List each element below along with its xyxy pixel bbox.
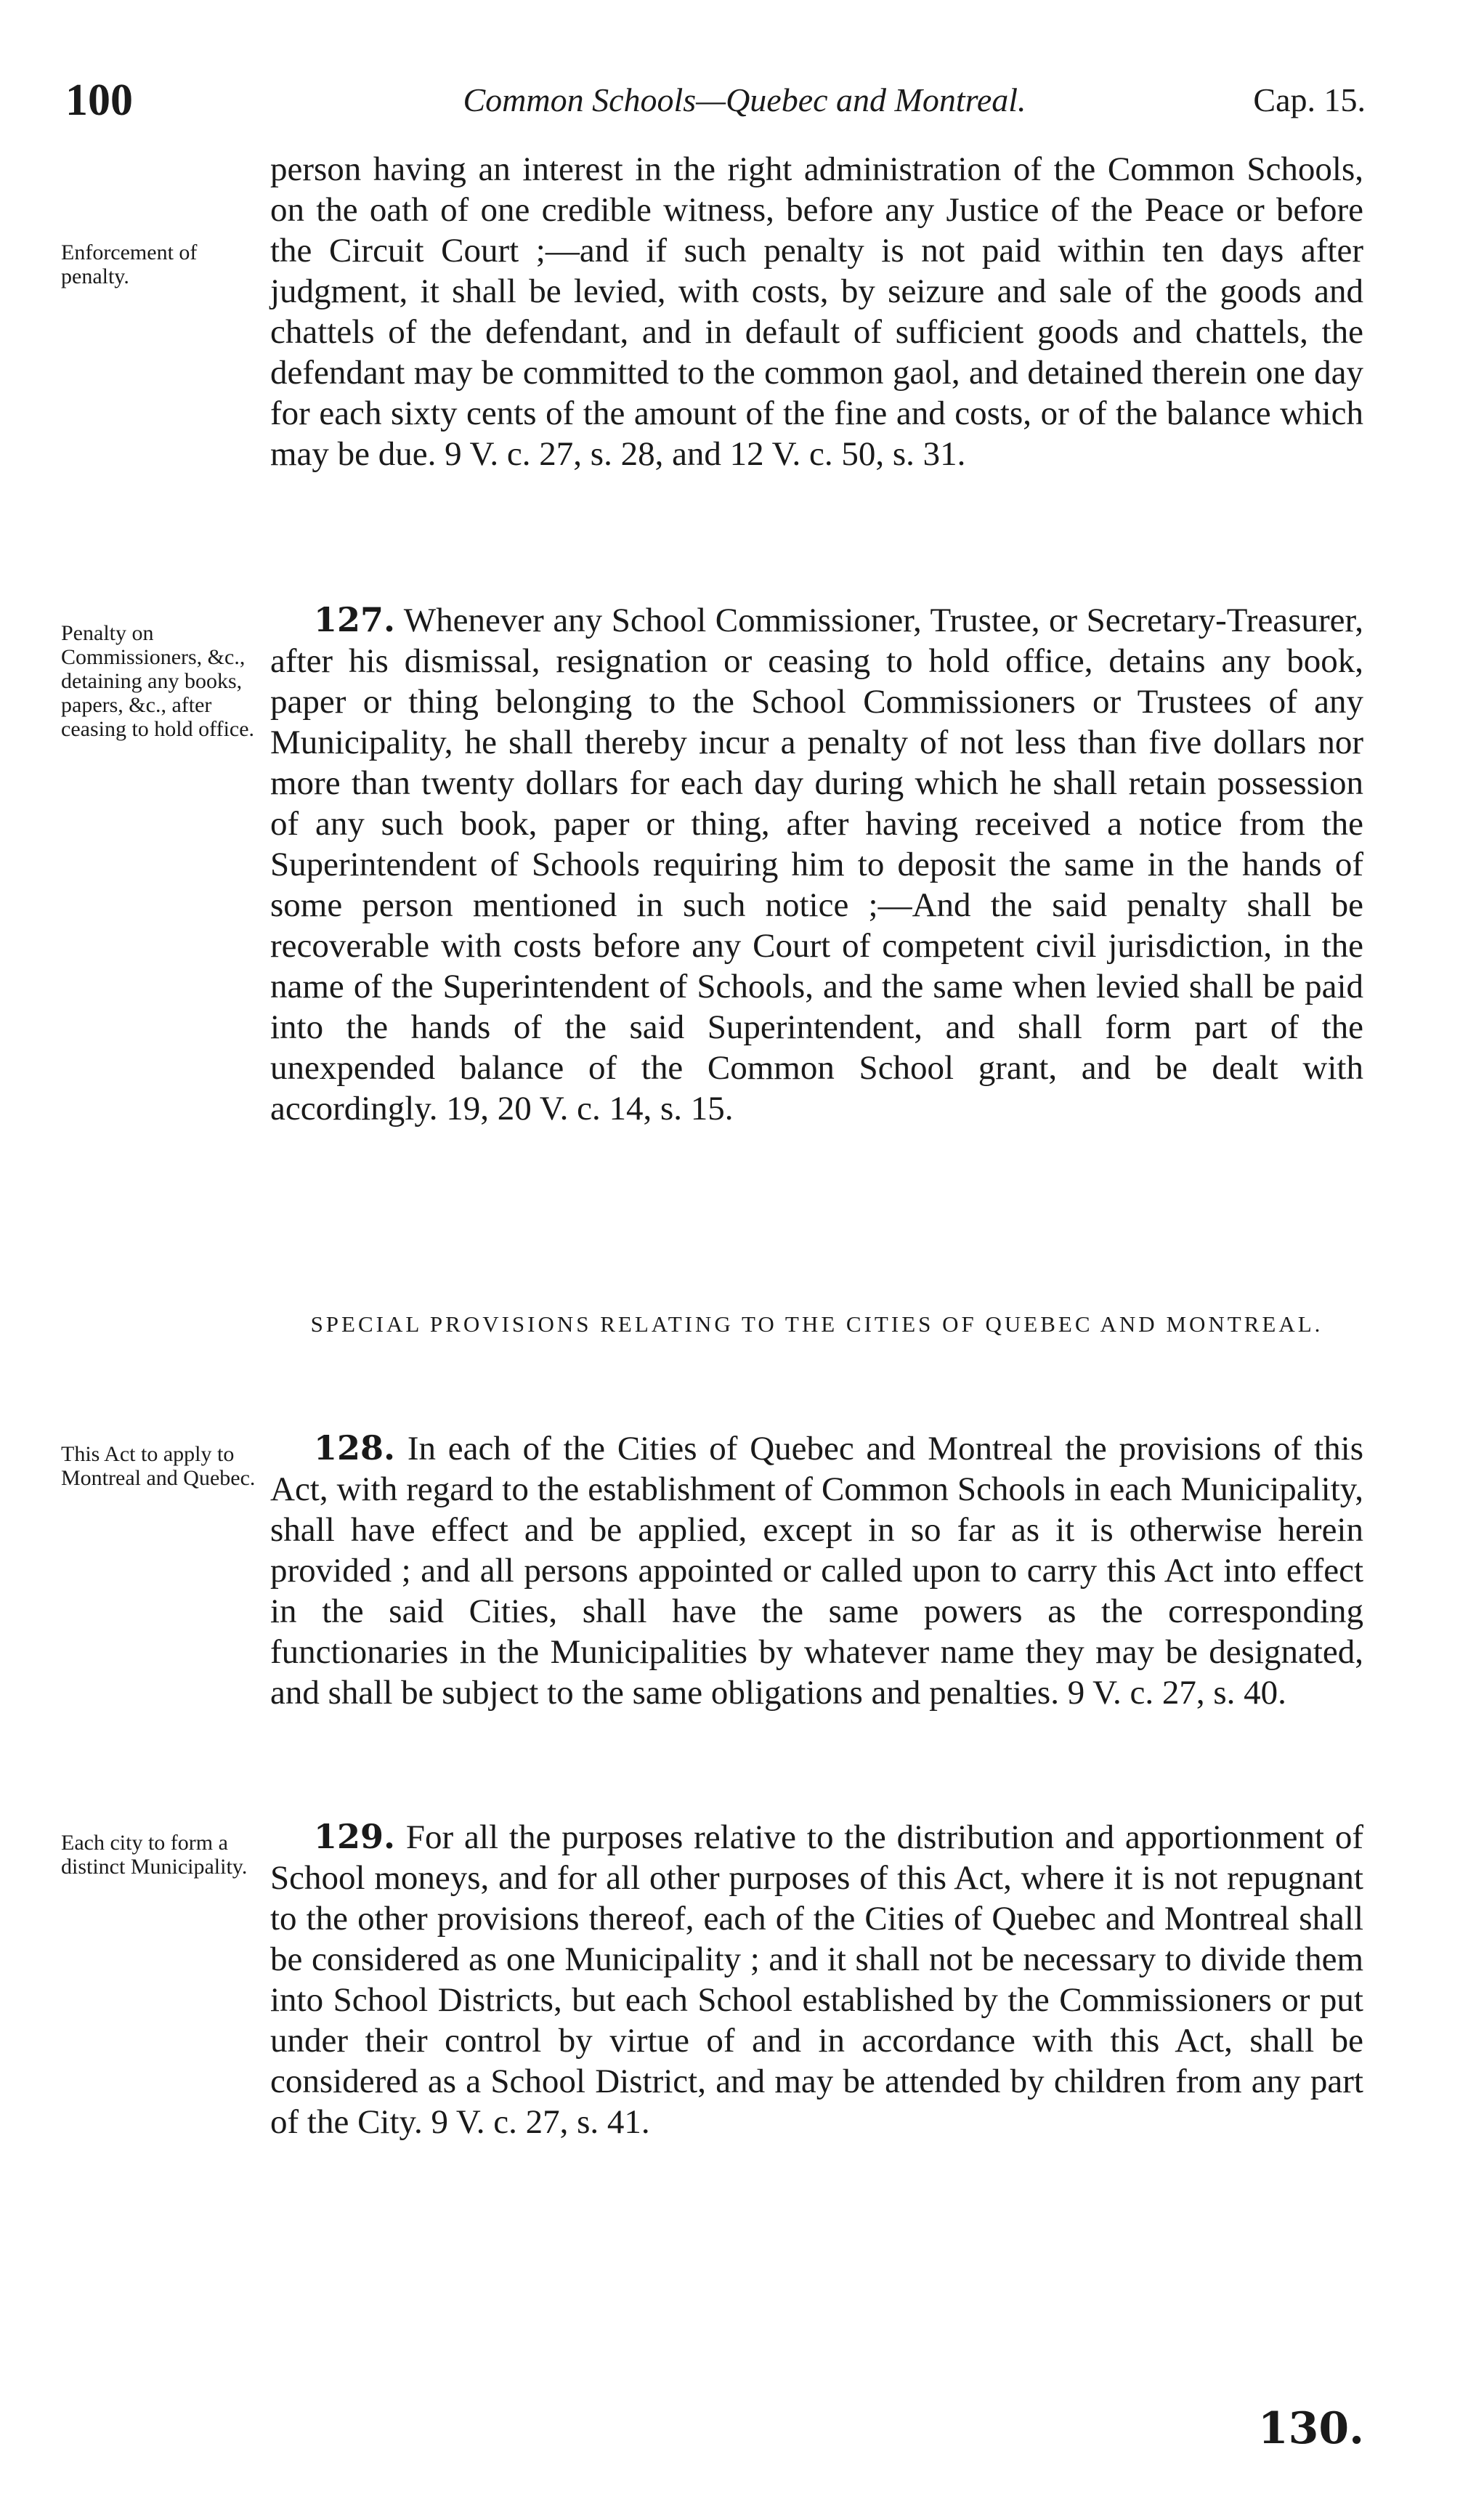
- sidenote-129: Each city to form a distinct Municipality.: [61, 1831, 248, 1879]
- section-128-paragraph: [270, 1428, 1363, 1713]
- section-127-paragraph: [270, 599, 1363, 1129]
- catchword: 130.: [1257, 2403, 1364, 2454]
- page-header: [65, 71, 1366, 129]
- section-number-128: 128.: [314, 1428, 396, 1467]
- chapter-label: Cap. 15.: [1253, 81, 1366, 118]
- page-number: 100: [65, 76, 133, 125]
- section-number-127: 127.: [314, 600, 396, 639]
- special-provisions-heading: SPECIAL PROVISIONS RELATING TO THE CITIES OF QUEBEC AND MONTREAL.: [310, 1311, 1323, 1337]
- sidenote-128: This Act to apply to Montreal and Quebec.: [61, 1442, 256, 1490]
- section-129-paragraph: [270, 1816, 1363, 2142]
- section-129-text: For all the purposes relative to the distribution and apportionment of School moneys, and for all other purposes of this Act, where it is not repugnant to the other provisions thereof, each of the Cities of Quebec and Montreal shall be considered as one Municipality ; and it shall not be necessary to divide them into School Districts, but each School established by the Commissioners or put under their control by virtue of and in accordance with this Act, shall be considered as a School District, and may be attended by children from any part of the City. 9 V. c. 27, s. 41.: [270, 1818, 1364, 2141]
- sidenote-127: Penalty on Commissioners, &c., detaining any books, papers, &c., after ceasing to hold office.: [61, 621, 255, 741]
- section-number-129: 129.: [314, 1817, 396, 1856]
- section-127-text: Whenever any School Commissioner, Trustee, or Secretary-Treasurer, after his dismissal, resignation or ceasing to hold office, detains any book, paper or thing belonging to the School Commissioners or Trustees of any Municipality, he shall thereby incur a penalty of not less than five dollars nor more than twenty dollars for each day during which he shall retain possession of any such book, paper or thing, after having received a notice from the Superintendent of Schools requiring him to deposit the same in the hands of some person mentioned in such notice ;—And the said penalty shall be recoverable with costs before any Court of competent civil jurisdiction, in the name of the Superintendent of Schools, and the same when levied shall be paid into the hands of the said Superintendent, and shall form part of the unexpended balance of the Common School grant, and be dealt with accordingly. 19, 20 V. c. 14, s. 15.: [270, 602, 1364, 1127]
- continuation-text: person having an interest in the right administration of the Common Schools, on the oath of one credible witness, before any Justice of the Peace or before the Circuit Court ;—and if such penalty is not paid within ten days after judgment, it shall be levied, with costs, by seizure and sale of the goods and chattels of the defendant, and in default of sufficient goods and chattels, the defendant may be committed to the common gaol, and detained therein one day for each sixty cents of the amount of the fine and costs, or of the balance which may be due. 9 V. c. 27, s. 28, and 12 V. c. 50, s. 31.: [270, 150, 1363, 473]
- running-title: Common Schools—Quebec and Montreal.: [463, 81, 1026, 118]
- sidenote-enforcement: Enforcement of penalty.: [61, 240, 198, 288]
- section-128-text: In each of the Cities of Quebec and Montreal the provisions of this Act, with regard to the establishment of Common Schools in each Municipality, shall have effect and be applied, except in so far as it is otherwise herein provided ; and all persons appointed or called upon to carry this Act into effect in the said Cities, shall have the same powers as the corresponding functionaries in the Municipalities by whatever name they may be designated, and shall be subject to the same obligations and penalties. 9 V. c. 27, s. 40.: [270, 1430, 1363, 1712]
